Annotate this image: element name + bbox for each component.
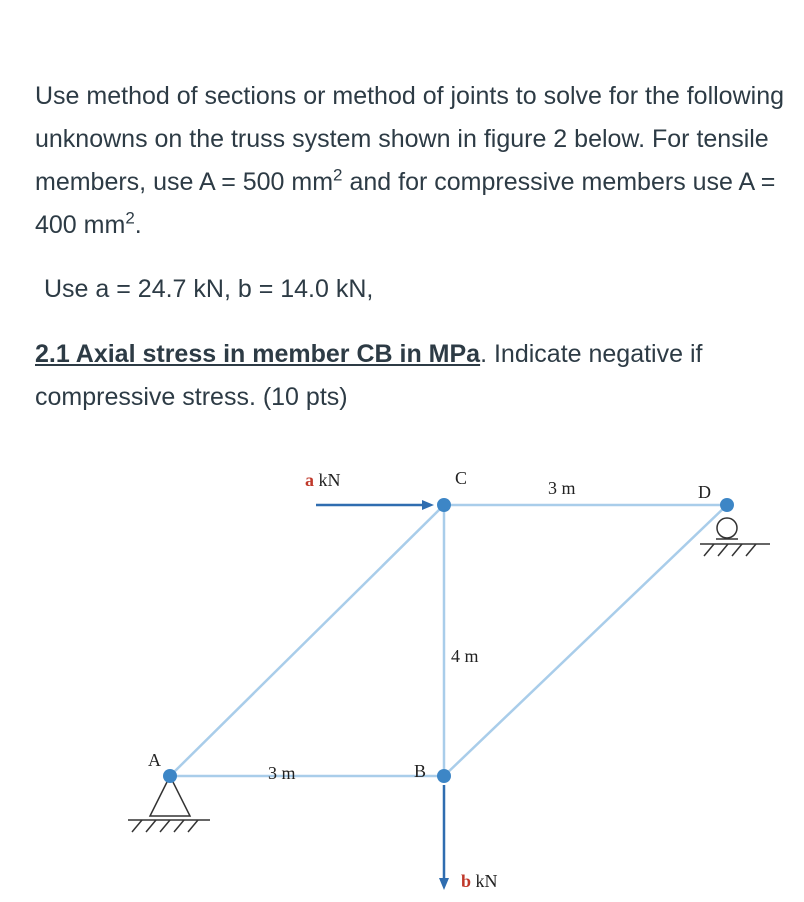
load-a-arrow xyxy=(316,500,434,510)
truss-nodes xyxy=(163,498,734,783)
given-text: Use a = 24.7 kN, b = 14.0 kN, xyxy=(44,275,374,303)
label-node-d: D xyxy=(698,482,711,502)
question-text: . Indicate negative if compressive stress. (10 pts) xyxy=(35,340,703,411)
load-a-label: a kN xyxy=(305,470,341,490)
given-values xyxy=(44,268,794,311)
superscript-2b: 2 xyxy=(125,208,135,228)
dimension-ab: 3 m xyxy=(268,763,296,783)
question-title: 2.1 Axial stress in member CB in MPa xyxy=(35,340,481,368)
load-b-arrow xyxy=(439,785,449,890)
label-node-b: B xyxy=(414,761,427,781)
roller-support-d xyxy=(700,518,770,556)
node-d xyxy=(720,498,734,512)
member-ac xyxy=(170,505,444,776)
label-node-a: A xyxy=(148,750,161,770)
pin-support-a xyxy=(128,776,210,832)
label-node-c: C xyxy=(455,468,468,488)
member-bd xyxy=(444,505,727,776)
dimension-cd: 3 m xyxy=(548,478,576,498)
load-b-label: b kN xyxy=(461,871,498,891)
node-a xyxy=(163,769,177,783)
node-c xyxy=(437,498,451,512)
superscript-2: 2 xyxy=(333,165,343,185)
node-b xyxy=(437,769,451,783)
truss-figure xyxy=(0,440,804,902)
dimension-cb: 4 m xyxy=(451,646,479,666)
question xyxy=(35,333,785,419)
problem-statement xyxy=(35,75,785,247)
intro-text-3: . xyxy=(134,211,142,239)
intro-text-2: and for compressive members use A = 400 mm xyxy=(35,168,776,239)
truss-members xyxy=(170,505,727,776)
intro-text: Use method of sections or method of joints to solve for the following unknowns on the truss system shown in figure 2 below. For tensile members, use A = 500 mm xyxy=(35,82,784,196)
